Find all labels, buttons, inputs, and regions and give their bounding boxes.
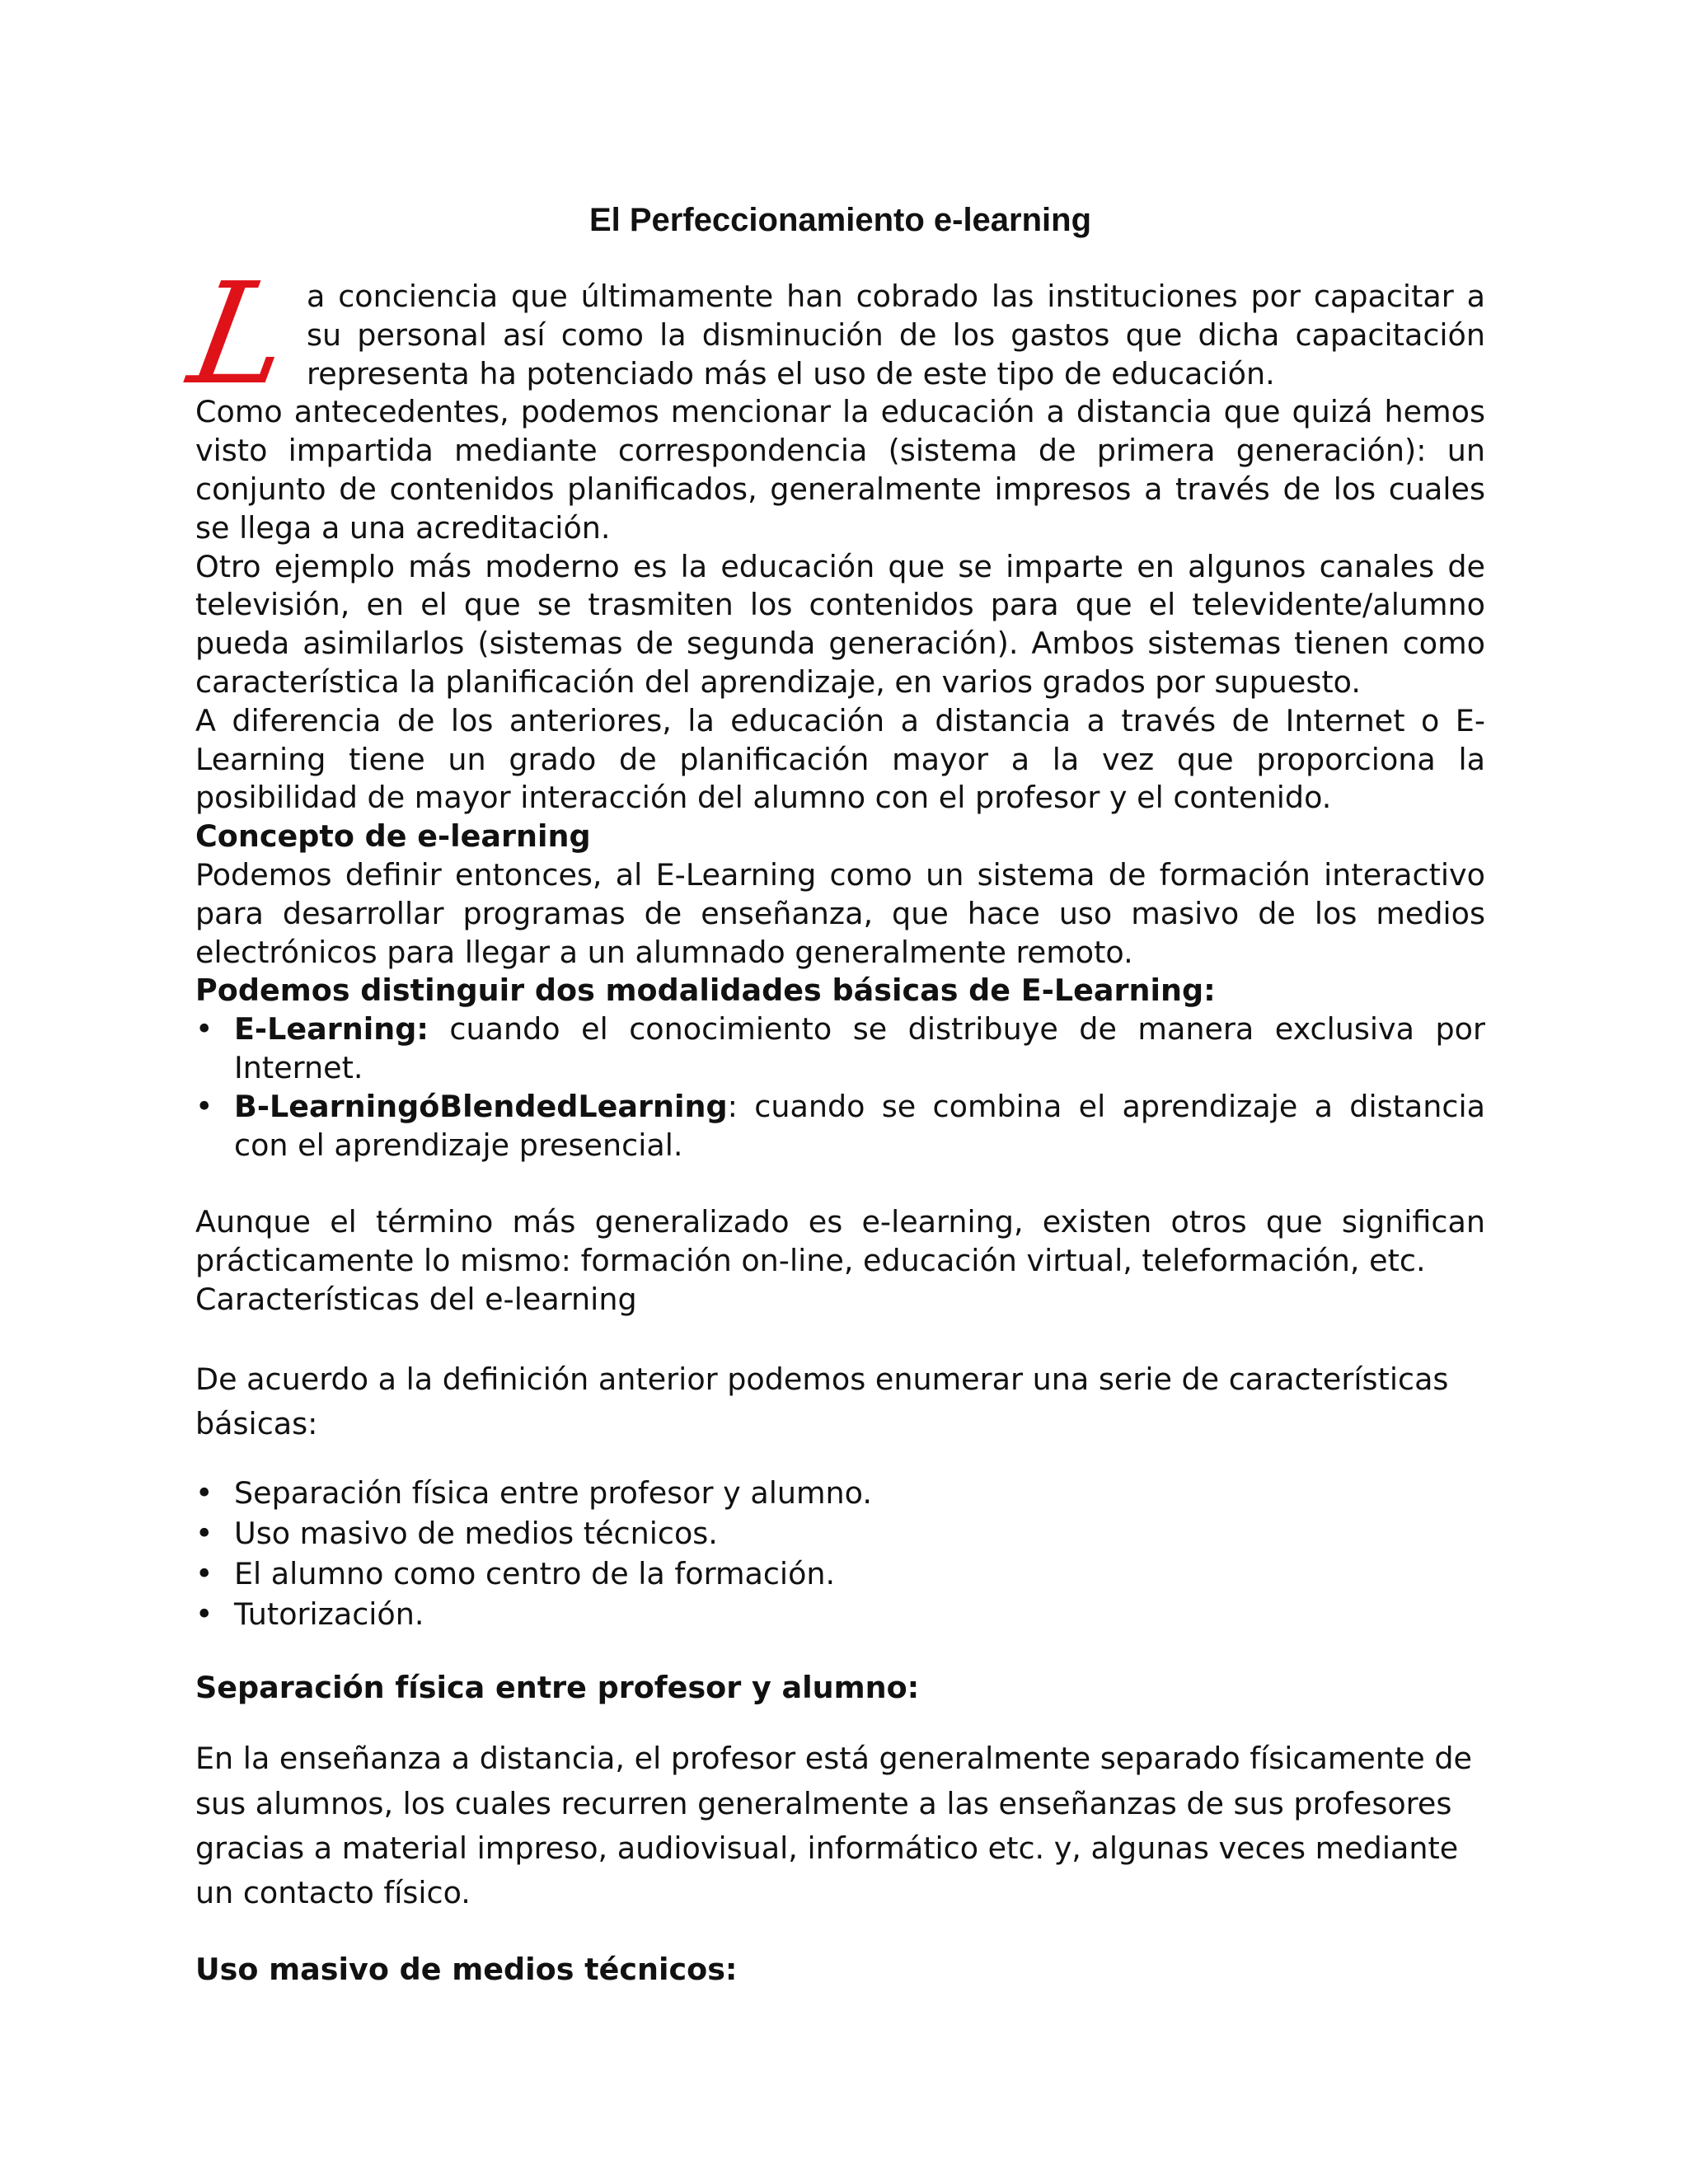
modalidades-heading: Podemos distinguir dos modalidades básicas de E-Learning: <box>195 972 1216 1009</box>
spacer <box>195 1446 1485 1473</box>
bullet-icon: • <box>195 1475 213 1511</box>
spacer <box>195 1319 1485 1358</box>
modalidad-text: : cuando se combina el aprendizaje a distancia con el aprendizaje presencial. <box>234 1088 1485 1163</box>
modalidad-term: E-Learning: <box>234 1011 429 1047</box>
concepto-heading: Concepto de e-learning <box>195 818 591 855</box>
spacer <box>195 1916 1485 1947</box>
bullet-icon: • <box>195 1556 213 1592</box>
list-item <box>195 1554 1485 1594</box>
separacion-heading: Separación física entre profesor y alumno: <box>195 1670 920 1706</box>
spacer <box>195 1710 1485 1736</box>
bullet-icon: • <box>195 1011 213 1047</box>
spacer <box>195 1634 1485 1666</box>
bullet-icon: • <box>195 1088 213 1124</box>
document-title: El Perfeccionamiento e-learning <box>588 202 1092 238</box>
caracteristicas-intro: De acuerdo a la definición anterior podemos enumerar una serie de características básicas: <box>195 1361 1449 1442</box>
drop-cap-letter: L <box>179 253 302 416</box>
concepto-text: Podemos definir entonces, al E-Learning como un sistema de formación interactivo para desarrollar programas de enseñanza, que hace uso masivo de los medios electrónicos para llegar a un alumnado generalmente remoto. <box>195 856 1485 970</box>
paragraph-antecedentes: Como antecedentes, podemos mencionar la educación a distancia que quizá hemos visto impartida mediante correspondencia (sistema de primera generación): un conjunto de contenidos planificados, generalmente impresos a través de los cuales se llega a una acreditación. <box>195 394 1485 546</box>
paragraph-diferencia: A diferencia de los anteriores, la educación a distancia a través de Internet o E-Learning tiene un grado de planificación mayor a la vez que proporciona la posibilidad de mayor interacción del alumno con el profesor y el contenido. <box>195 702 1485 816</box>
spacer <box>195 1165 1485 1203</box>
bullet-icon: • <box>195 1516 213 1552</box>
terminos-paragraph: Aunque el término más generalizado es e-learning, existen otros que significan prácticamente lo mismo: formación on-line, educación virtual, teleformación, etc. <box>195 1204 1485 1278</box>
list-item <box>195 1513 1485 1554</box>
intro-paragraph <box>179 253 1485 416</box>
modalidad-text: cuando el conocimiento se distribuye de manera exclusiva por Internet. <box>234 1011 1485 1085</box>
list-item <box>195 1088 1485 1165</box>
list-item <box>195 1473 1485 1513</box>
separacion-text: En la enseñanza a distancia, el profesor está generalmente separado físicamente de sus alumnos, los cuales recurren generalmente a las enseñanzas de sus profesores gracias a material impreso, audiovisual, informático etc. y, algunas veces mediante un contacto físico. <box>195 1741 1472 1911</box>
caracteristicas-title: Características del e-learning <box>195 1281 637 1317</box>
modalidades-list <box>195 1010 1485 1165</box>
modalidad-term: B-LearningóBlendedLearning <box>234 1088 728 1124</box>
list-item-text: El alumno como centro de la formación. <box>234 1556 836 1592</box>
caracteristicas-list <box>195 1473 1485 1634</box>
bullet-icon: • <box>195 1596 213 1633</box>
document-body <box>179 253 1485 1992</box>
list-item-text: Separación física entre profesor y alumno. <box>234 1475 872 1511</box>
list-item-text: Tutorización. <box>234 1596 424 1633</box>
intro-text: a conciencia que últimamente han cobrado las instituciones por capacitar a su personal así como la disminución de los gastos que dicha capacitación representa ha potenciado más el uso de este tipo de educación. <box>307 279 1485 391</box>
list-item-text: Uso masivo de medios técnicos. <box>234 1516 718 1552</box>
uso-masivo-heading: Uso masivo de medios técnicos: <box>195 1951 738 1987</box>
paragraph-otro-ejemplo: Otro ejemplo más moderno es la educación que se imparte en algunos canales de televisión, en el que se trasmiten los contenidos para que el televidente/alumno pueda asimilarlos (sistemas de segunda generación). Ambos sistemas tienen como característica la planificación del aprendizaje, en varios grados por supuesto. <box>195 548 1485 700</box>
list-item <box>195 1594 1485 1634</box>
list-item <box>195 1010 1485 1088</box>
